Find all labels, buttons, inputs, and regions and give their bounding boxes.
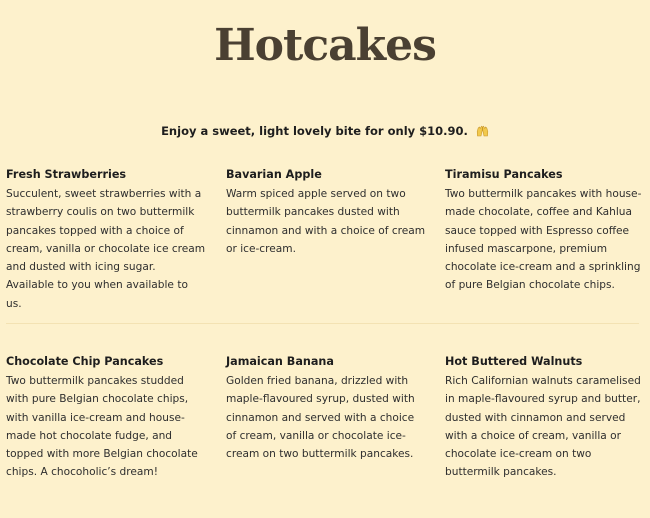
page-title: Hotcakes [214,20,436,71]
menu-item-name: Jamaican Banana [226,355,334,368]
menu-item-chocolate-chip-pancakes [6,354,206,482]
menu-item-hot-buttered-walnuts [445,354,645,482]
menu-item-description: Warm spiced apple served on two buttermilk pancakes dusted with cinnamon and with a choice of cream or ice-cream. [226,188,426,255]
tagline-text: Enjoy a sweet, light lovely bite for only $10.90. [161,124,468,138]
menu-item-bavarian-apple [226,167,426,258]
menu-item-description: Rich Californian walnuts caramelised in maple-flavoured syrup and butter, dusted with cinnamon and served with a choice of cream, vanilla or chocolate ice-cream on two buttermilk pancakes. [445,375,641,479]
menu-item-tiramisu-pancakes [445,167,645,295]
menu-item-description: Two buttermilk pancakes studded with pure Belgian chocolate chips, with vanilla ice-cream and house-made hot chocolate fudge, and topped with more Belgian chocolate chips. A chocoholic’s dream! [6,375,198,479]
menu-item-name: Tiramisu Pancakes [445,168,563,181]
menu-item-fresh-strawberries [6,167,206,313]
raised-hands-emoji-icon [476,125,489,137]
menu-item-name: Hot Buttered Walnuts [445,355,583,368]
menu-item-description: Succulent, sweet strawberries with a strawberry coulis on two buttermilk pancakes topped with a choice of cream, vanilla or chocolate ice cream and dusted with icing sugar. Available to you when available to us. [6,188,206,310]
menu-item-name: Bavarian Apple [226,168,322,181]
menu-item-description: Two buttermilk pancakes with house-made chocolate, coffee and Kahlua sauce topped with Espresso coffee infused mascarpone, premium chocolate ice-cream and a sprinkling of pure Belgian chocolate chips. [445,188,642,292]
section-divider [6,323,639,324]
price-tagline [0,124,650,138]
menu-item-description: Golden fried banana, drizzled with maple-flavoured syrup, dusted with cinnamon and served with a choice of cream, vanilla or chocolate ice-cream on two buttermilk pancakes. [226,375,415,461]
menu-item-name: Fresh Strawberries [6,168,127,181]
menu-item-name: Chocolate Chip Pancakes [6,355,164,368]
menu-item-jamaican-banana [226,354,426,463]
